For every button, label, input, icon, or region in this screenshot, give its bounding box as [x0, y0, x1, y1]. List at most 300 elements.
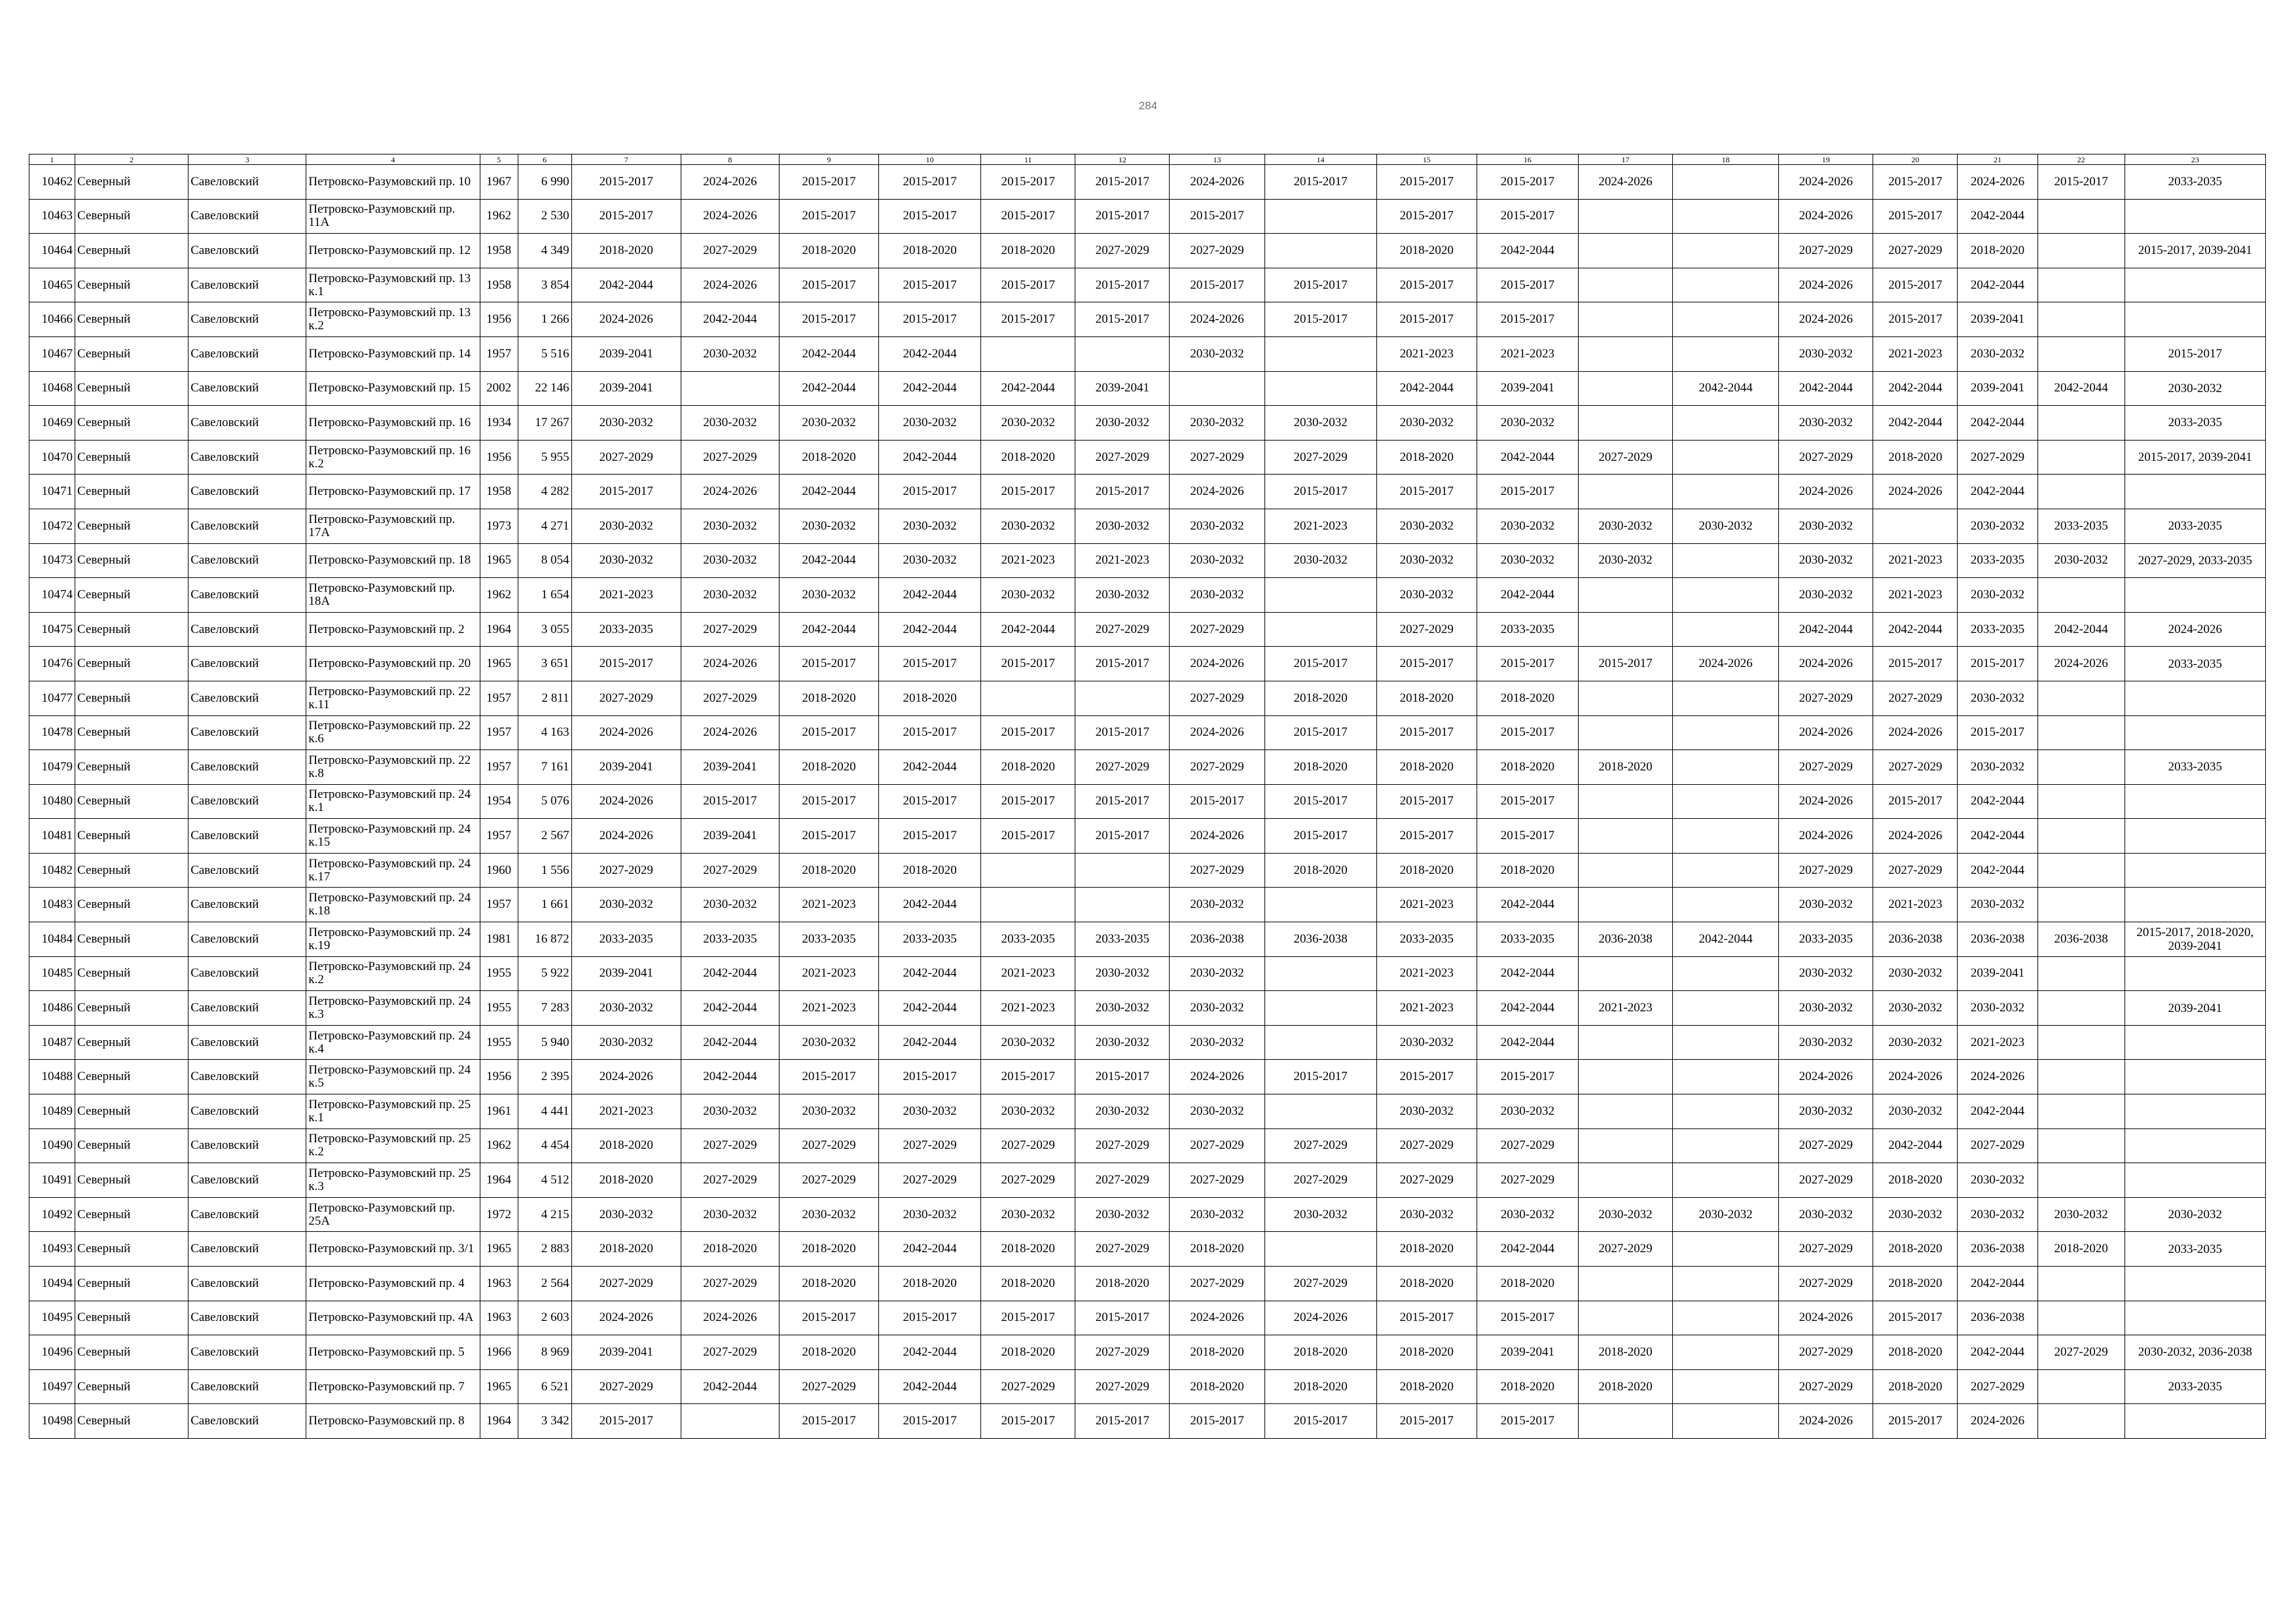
period-cell-col-12: 2015-2017	[1075, 784, 1170, 819]
area-sqm-cell: 6 990	[518, 165, 571, 200]
period-cell-col-13: 2024-2026	[1170, 647, 1265, 681]
year-cell: 1965	[480, 1369, 518, 1404]
year-cell: 1957	[480, 819, 518, 854]
period-cell-col-14: 2027-2029	[1265, 1128, 1376, 1163]
period-cell-col-16: 2021-2023	[1477, 336, 1578, 371]
period-cell-col-21: 2030-2032	[1958, 336, 2037, 371]
district-cell: Северный	[75, 302, 188, 337]
period-cell-col-15: 2018-2020	[1376, 1369, 1477, 1404]
period-cell-col-16: 2015-2017	[1477, 1404, 1578, 1439]
area-cell: Савеловский	[188, 1369, 306, 1404]
area-sqm-cell: 2 395	[518, 1060, 571, 1094]
address-cell: Петровско-Разумовский пр. 25 к.2	[306, 1128, 480, 1163]
period-cell-col-9: 2027-2029	[779, 1369, 878, 1404]
period-cell-col-22: 2024-2026	[2037, 647, 2125, 681]
area-sqm-cell: 4 282	[518, 475, 571, 509]
district-cell: Северный	[75, 647, 188, 681]
period-cell-col-10: 2030-2032	[879, 1197, 981, 1232]
period-cell-col-14: 2015-2017	[1265, 784, 1376, 819]
period-cell-col-13: 2024-2026	[1170, 819, 1265, 854]
period-cell-col-16: 2015-2017	[1477, 819, 1578, 854]
period-cell-col-14: 2015-2017	[1265, 819, 1376, 854]
period-cell-col-17: 2030-2032	[1578, 509, 1672, 543]
period-cell-col-7: 2024-2026	[571, 302, 681, 337]
period-cell-col-14: 2021-2023	[1265, 509, 1376, 543]
period-cell-col-7: 2030-2032	[571, 543, 681, 578]
period-cell-col-7: 2027-2029	[571, 681, 681, 715]
period-cell-col-12: 2015-2017	[1075, 199, 1170, 234]
period-cell-col-9: 2027-2029	[779, 1128, 878, 1163]
period-cell-col-12: 2015-2017	[1075, 302, 1170, 337]
period-cell-col-19: 2042-2044	[1779, 612, 1873, 647]
period-cell-col-8: 2030-2032	[681, 1094, 779, 1129]
period-cell-col-19: 2027-2029	[1779, 1335, 1873, 1370]
area-cell: Савеловский	[188, 440, 306, 475]
period-cell-col-12: 2030-2032	[1075, 991, 1170, 1026]
period-cell-col-20: 2015-2017	[1873, 165, 1958, 200]
period-cell-col-7: 2039-2041	[571, 956, 681, 991]
table-row	[29, 1404, 2266, 1439]
period-cell-col-13: 2027-2029	[1170, 612, 1265, 647]
period-cell-col-19: 2027-2029	[1779, 1369, 1873, 1404]
period-cell-col-20: 2030-2032	[1873, 956, 1958, 991]
period-cell-col-10: 2030-2032	[879, 1094, 981, 1129]
period-cell-col-23: 2030-2032, 2036-2038	[2125, 1335, 2265, 1370]
period-cell-col-8: 2042-2044	[681, 302, 779, 337]
period-cell-col-8: 2027-2029	[681, 681, 779, 715]
period-cell-col-16: 2042-2044	[1477, 888, 1578, 922]
period-cell-col-21: 2015-2017	[1958, 647, 2037, 681]
address-cell: Петровско-Разумовский пр. 8	[306, 1404, 480, 1439]
period-cell-col-20: 2027-2029	[1873, 681, 1958, 715]
period-cell-col-12: 2027-2029	[1075, 1163, 1170, 1198]
period-cell-col-15: 2015-2017	[1376, 475, 1477, 509]
table-row	[29, 302, 2266, 337]
period-cell-col-17: 2027-2029	[1578, 1232, 1672, 1267]
period-cell-col-22	[2037, 1060, 2125, 1094]
period-cell-col-20: 2021-2023	[1873, 888, 1958, 922]
period-cell-col-9: 2018-2020	[779, 1267, 878, 1301]
period-cell-col-11: 2030-2032	[981, 1094, 1075, 1129]
area-cell: Савеловский	[188, 406, 306, 441]
period-cell-col-12: 2015-2017	[1075, 1404, 1170, 1439]
row-id: 10466	[29, 302, 75, 337]
period-cell-col-22: 2042-2044	[2037, 371, 2125, 406]
period-cell-col-7: 2030-2032	[571, 1025, 681, 1060]
area-cell: Савеловский	[188, 475, 306, 509]
column-number-3: 3	[188, 154, 306, 165]
area-cell: Савеловский	[188, 647, 306, 681]
period-cell-col-21: 2042-2044	[1958, 1335, 2037, 1370]
period-cell-col-21: 2015-2017	[1958, 715, 2037, 750]
district-cell: Северный	[75, 509, 188, 543]
period-cell-col-21: 2030-2032	[1958, 681, 2037, 715]
address-cell: Петровско-Разумовский пр. 14	[306, 336, 480, 371]
period-cell-col-9: 2033-2035	[779, 922, 878, 957]
period-cell-col-15: 2015-2017	[1376, 647, 1477, 681]
period-cell-col-22	[2037, 1025, 2125, 1060]
area-cell: Савеловский	[188, 578, 306, 613]
period-cell-col-15: 2030-2032	[1376, 578, 1477, 613]
period-cell-col-21: 2039-2041	[1958, 956, 2037, 991]
address-cell: Петровско-Разумовский пр. 24 к.15	[306, 819, 480, 854]
period-cell-col-21: 2042-2044	[1958, 853, 2037, 888]
column-number-header	[29, 154, 2266, 165]
period-cell-col-13: 2027-2029	[1170, 1128, 1265, 1163]
period-cell-col-14: 2018-2020	[1265, 750, 1376, 785]
period-cell-col-8: 2024-2026	[681, 268, 779, 302]
period-cell-col-19: 2027-2029	[1779, 234, 1873, 268]
period-cell-col-11: 2021-2023	[981, 543, 1075, 578]
period-cell-col-20: 2024-2026	[1873, 475, 1958, 509]
period-cell-col-10: 2015-2017	[879, 475, 981, 509]
period-cell-col-10: 2030-2032	[879, 406, 981, 441]
column-number-20: 20	[1873, 154, 1958, 165]
period-cell-col-16: 2018-2020	[1477, 681, 1578, 715]
district-cell: Северный	[75, 681, 188, 715]
period-cell-col-11: 2015-2017	[981, 715, 1075, 750]
column-number-14: 14	[1265, 154, 1376, 165]
period-cell-col-15: 2018-2020	[1376, 1232, 1477, 1267]
period-cell-col-9: 2015-2017	[779, 302, 878, 337]
period-cell-col-8: 2027-2029	[681, 1335, 779, 1370]
period-cell-col-17: 2027-2029	[1578, 440, 1672, 475]
row-id: 10486	[29, 991, 75, 1026]
period-cell-col-19: 2030-2032	[1779, 888, 1873, 922]
row-id: 10471	[29, 475, 75, 509]
period-cell-col-8	[681, 371, 779, 406]
period-cell-col-11: 2030-2032	[981, 1025, 1075, 1060]
period-cell-col-21: 2036-2038	[1958, 1301, 2037, 1335]
area-cell: Савеловский	[188, 1301, 306, 1335]
period-cell-col-15: 2021-2023	[1376, 888, 1477, 922]
period-cell-col-9: 2042-2044	[779, 543, 878, 578]
year-cell: 1957	[480, 888, 518, 922]
period-cell-col-16: 2015-2017	[1477, 647, 1578, 681]
period-cell-col-10: 2015-2017	[879, 1404, 981, 1439]
period-cell-col-23: 2030-2032	[2125, 371, 2265, 406]
area-sqm-cell: 17 267	[518, 406, 571, 441]
period-cell-col-23: 2033-2035	[2125, 509, 2265, 543]
period-cell-col-22: 2036-2038	[2037, 922, 2125, 957]
table-row	[29, 371, 2266, 406]
district-cell: Северный	[75, 715, 188, 750]
period-cell-col-20: 2015-2017	[1873, 1404, 1958, 1439]
area-sqm-cell: 5 516	[518, 336, 571, 371]
period-cell-col-7: 2024-2026	[571, 1301, 681, 1335]
year-cell: 1956	[480, 440, 518, 475]
period-cell-col-12: 2039-2041	[1075, 371, 1170, 406]
row-id: 10464	[29, 234, 75, 268]
period-cell-col-14: 2030-2032	[1265, 406, 1376, 441]
period-cell-col-18	[1673, 956, 1779, 991]
period-cell-col-9: 2015-2017	[779, 715, 878, 750]
period-cell-col-7: 2015-2017	[571, 647, 681, 681]
year-cell: 1965	[480, 1232, 518, 1267]
period-cell-col-19: 2030-2032	[1779, 1025, 1873, 1060]
period-cell-col-20: 2018-2020	[1873, 1267, 1958, 1301]
period-cell-col-19: 2024-2026	[1779, 165, 1873, 200]
area-sqm-cell: 4 271	[518, 509, 571, 543]
year-cell: 1964	[480, 1404, 518, 1439]
period-cell-col-22	[2037, 715, 2125, 750]
period-cell-col-13: 2024-2026	[1170, 1060, 1265, 1094]
period-cell-col-13: 2018-2020	[1170, 1335, 1265, 1370]
table-row	[29, 819, 2266, 854]
period-cell-col-18	[1673, 165, 1779, 200]
period-cell-col-18	[1673, 1025, 1779, 1060]
period-cell-col-18	[1673, 715, 1779, 750]
area-cell: Савеловский	[188, 612, 306, 647]
period-cell-col-11: 2015-2017	[981, 647, 1075, 681]
table-row	[29, 440, 2266, 475]
period-cell-col-17: 2036-2038	[1578, 922, 1672, 957]
period-cell-col-14: 2015-2017	[1265, 715, 1376, 750]
period-cell-col-11: 2015-2017	[981, 165, 1075, 200]
year-cell: 1957	[480, 750, 518, 785]
area-sqm-cell: 3 854	[518, 268, 571, 302]
period-cell-col-19: 2024-2026	[1779, 819, 1873, 854]
year-cell: 1981	[480, 922, 518, 957]
period-cell-col-19: 2027-2029	[1779, 681, 1873, 715]
column-number-21: 21	[1958, 154, 2037, 165]
address-cell: Петровско-Разумовский пр. 4	[306, 1267, 480, 1301]
period-cell-col-22: 2030-2032	[2037, 1197, 2125, 1232]
period-cell-col-22	[2037, 1301, 2125, 1335]
period-cell-col-10: 2027-2029	[879, 1163, 981, 1198]
period-cell-col-23: 2024-2026	[2125, 612, 2265, 647]
area-cell: Савеловский	[188, 302, 306, 337]
district-cell: Северный	[75, 1128, 188, 1163]
period-cell-col-21: 2042-2044	[1958, 1094, 2037, 1129]
row-id: 10493	[29, 1232, 75, 1267]
period-cell-col-13: 2030-2032	[1170, 406, 1265, 441]
period-cell-col-20: 2024-2026	[1873, 819, 1958, 854]
period-cell-col-16: 2015-2017	[1477, 475, 1578, 509]
period-cell-col-20: 2030-2032	[1873, 1094, 1958, 1129]
period-cell-col-20: 2015-2017	[1873, 268, 1958, 302]
area-cell: Савеловский	[188, 956, 306, 991]
period-cell-col-17: 2015-2017	[1578, 647, 1672, 681]
district-cell: Северный	[75, 1404, 188, 1439]
period-cell-col-23	[2125, 715, 2265, 750]
period-cell-col-23	[2125, 1094, 2265, 1129]
period-cell-col-19: 2024-2026	[1779, 199, 1873, 234]
period-cell-col-22	[2037, 750, 2125, 785]
period-cell-col-8: 2030-2032	[681, 543, 779, 578]
period-cell-col-16: 2030-2032	[1477, 543, 1578, 578]
period-cell-col-7: 2042-2044	[571, 268, 681, 302]
period-cell-col-15: 2018-2020	[1376, 440, 1477, 475]
row-id: 10480	[29, 784, 75, 819]
period-cell-col-21: 2039-2041	[1958, 371, 2037, 406]
period-cell-col-13: 2030-2032	[1170, 578, 1265, 613]
period-cell-col-12: 2030-2032	[1075, 509, 1170, 543]
row-id: 10479	[29, 750, 75, 785]
column-number-12: 12	[1075, 154, 1170, 165]
period-cell-col-19: 2030-2032	[1779, 1094, 1873, 1129]
period-cell-col-11: 2015-2017	[981, 1060, 1075, 1094]
period-cell-col-18	[1673, 336, 1779, 371]
year-cell: 1964	[480, 1163, 518, 1198]
period-cell-col-14: 2015-2017	[1265, 165, 1376, 200]
period-cell-col-15: 2015-2017	[1376, 819, 1477, 854]
period-cell-col-13: 2027-2029	[1170, 1163, 1265, 1198]
period-cell-col-17	[1578, 715, 1672, 750]
period-cell-col-19: 2024-2026	[1779, 715, 1873, 750]
period-cell-col-13: 2015-2017	[1170, 1404, 1265, 1439]
period-cell-col-14: 2015-2017	[1265, 268, 1376, 302]
period-cell-col-11: 2042-2044	[981, 371, 1075, 406]
district-cell: Северный	[75, 784, 188, 819]
period-cell-col-14	[1265, 956, 1376, 991]
address-cell: Петровско-Разумовский пр. 24 к.5	[306, 1060, 480, 1094]
period-cell-col-7: 2024-2026	[571, 715, 681, 750]
period-cell-col-13: 2024-2026	[1170, 715, 1265, 750]
period-cell-col-18	[1673, 1267, 1779, 1301]
year-cell: 1958	[480, 268, 518, 302]
district-cell: Северный	[75, 165, 188, 200]
address-cell: Петровско-Разумовский пр. 16	[306, 406, 480, 441]
period-cell-col-11: 2015-2017	[981, 475, 1075, 509]
year-cell: 1960	[480, 853, 518, 888]
period-cell-col-11: 2015-2017	[981, 199, 1075, 234]
address-cell: Петровско-Разумовский пр. 25 к.1	[306, 1094, 480, 1129]
period-cell-col-16: 2015-2017	[1477, 165, 1578, 200]
area-cell: Савеловский	[188, 1232, 306, 1267]
table-row	[29, 922, 2266, 957]
area-cell: Савеловский	[188, 234, 306, 268]
period-cell-col-15: 2015-2017	[1376, 268, 1477, 302]
period-cell-col-9: 2030-2032	[779, 406, 878, 441]
period-cell-col-11: 2027-2029	[981, 1163, 1075, 1198]
period-cell-col-22	[2037, 681, 2125, 715]
period-cell-col-11: 2042-2044	[981, 612, 1075, 647]
period-cell-col-9: 2030-2032	[779, 509, 878, 543]
period-cell-col-12	[1075, 681, 1170, 715]
district-cell: Северный	[75, 234, 188, 268]
table-row	[29, 1060, 2266, 1094]
period-cell-col-15: 2027-2029	[1376, 1163, 1477, 1198]
area-cell: Савеловский	[188, 853, 306, 888]
period-cell-col-15: 2027-2029	[1376, 612, 1477, 647]
period-cell-col-10: 2015-2017	[879, 647, 981, 681]
period-cell-col-9: 2030-2032	[779, 1025, 878, 1060]
period-cell-col-18: 2030-2032	[1673, 509, 1779, 543]
period-cell-col-18: 2042-2044	[1673, 371, 1779, 406]
period-cell-col-12: 2015-2017	[1075, 715, 1170, 750]
period-cell-col-18	[1673, 268, 1779, 302]
table-row	[29, 853, 2266, 888]
address-cell: Петровско-Разумовский пр. 25А	[306, 1197, 480, 1232]
period-cell-col-22	[2037, 1094, 2125, 1129]
district-cell: Северный	[75, 1163, 188, 1198]
period-cell-col-10: 2015-2017	[879, 302, 981, 337]
period-cell-col-23	[2125, 1060, 2265, 1094]
row-id: 10487	[29, 1025, 75, 1060]
period-cell-col-19: 2024-2026	[1779, 268, 1873, 302]
period-cell-col-10: 2015-2017	[879, 784, 981, 819]
table-row	[29, 784, 2266, 819]
period-cell-col-15: 2015-2017	[1376, 1060, 1477, 1094]
period-cell-col-14: 2027-2029	[1265, 1267, 1376, 1301]
period-cell-col-23	[2125, 1267, 2265, 1301]
period-cell-col-7: 2018-2020	[571, 1232, 681, 1267]
period-cell-col-13: 2027-2029	[1170, 853, 1265, 888]
period-cell-col-9: 2015-2017	[779, 819, 878, 854]
period-cell-col-18: 2024-2026	[1673, 647, 1779, 681]
period-cell-col-12: 2027-2029	[1075, 1232, 1170, 1267]
district-cell: Северный	[75, 578, 188, 613]
period-cell-col-14: 2030-2032	[1265, 1197, 1376, 1232]
period-cell-col-8: 2024-2026	[681, 1301, 779, 1335]
table-row	[29, 1128, 2266, 1163]
area-sqm-cell: 4 163	[518, 715, 571, 750]
period-cell-col-22: 2030-2032	[2037, 543, 2125, 578]
period-cell-col-23	[2125, 784, 2265, 819]
period-cell-col-11: 2030-2032	[981, 509, 1075, 543]
period-cell-col-10: 2015-2017	[879, 1301, 981, 1335]
period-cell-col-9: 2030-2032	[779, 1197, 878, 1232]
period-cell-col-16: 2015-2017	[1477, 199, 1578, 234]
table-row	[29, 1335, 2266, 1370]
period-cell-col-13: 2018-2020	[1170, 1232, 1265, 1267]
period-cell-col-18	[1673, 234, 1779, 268]
period-cell-col-8: 2024-2026	[681, 165, 779, 200]
period-cell-col-14: 2018-2020	[1265, 1335, 1376, 1370]
period-cell-col-20: 2021-2023	[1873, 578, 1958, 613]
period-cell-col-8: 2024-2026	[681, 647, 779, 681]
period-cell-col-8: 2027-2029	[681, 1163, 779, 1198]
period-cell-col-16: 2042-2044	[1477, 234, 1578, 268]
period-cell-col-7: 2018-2020	[571, 234, 681, 268]
table-row	[29, 715, 2266, 750]
area-sqm-cell: 2 530	[518, 199, 571, 234]
period-cell-col-22	[2037, 1369, 2125, 1404]
district-cell: Северный	[75, 888, 188, 922]
period-cell-col-9: 2018-2020	[779, 1232, 878, 1267]
page-number: 284	[1138, 99, 1158, 112]
period-cell-col-9: 2021-2023	[779, 956, 878, 991]
period-cell-col-23: 2033-2035	[2125, 750, 2265, 785]
period-cell-col-22: 2018-2020	[2037, 1232, 2125, 1267]
area-cell: Савеловский	[188, 1060, 306, 1094]
period-cell-col-18	[1673, 612, 1779, 647]
period-cell-col-17	[1578, 1094, 1672, 1129]
period-cell-col-22	[2037, 302, 2125, 337]
period-cell-col-20: 2015-2017	[1873, 1301, 1958, 1335]
row-id: 10467	[29, 336, 75, 371]
period-cell-col-16: 2030-2032	[1477, 509, 1578, 543]
period-cell-col-19: 2030-2032	[1779, 509, 1873, 543]
period-cell-col-23	[2125, 1128, 2265, 1163]
period-cell-col-12: 2030-2032	[1075, 1094, 1170, 1129]
period-cell-col-11: 2018-2020	[981, 234, 1075, 268]
period-cell-col-12: 2030-2032	[1075, 1025, 1170, 1060]
year-cell: 1965	[480, 647, 518, 681]
period-cell-col-16: 2015-2017	[1477, 268, 1578, 302]
row-id: 10465	[29, 268, 75, 302]
period-cell-col-16: 2030-2032	[1477, 1197, 1578, 1232]
period-cell-col-23: 2039-2041	[2125, 991, 2265, 1026]
period-cell-col-12: 2015-2017	[1075, 1301, 1170, 1335]
period-cell-col-23	[2125, 888, 2265, 922]
period-cell-col-23	[2125, 578, 2265, 613]
area-cell: Савеловский	[188, 922, 306, 957]
period-cell-col-7: 2030-2032	[571, 406, 681, 441]
period-cell-col-13: 2024-2026	[1170, 165, 1265, 200]
period-cell-col-17: 2030-2032	[1578, 543, 1672, 578]
